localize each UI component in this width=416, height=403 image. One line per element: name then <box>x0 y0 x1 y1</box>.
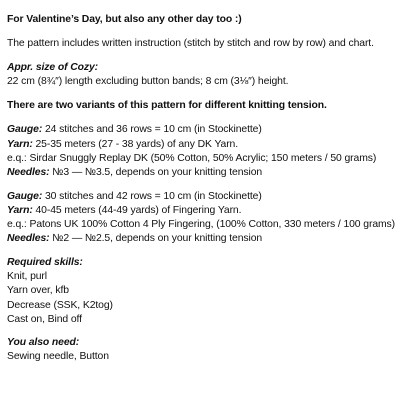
variants-note: There are two variants of this pattern for different knitting tension. <box>7 100 327 112</box>
gauge-label: Gauge: <box>7 190 43 202</box>
yarn-label: Yarn: <box>7 138 33 150</box>
needles-text: №2 — №2.5, depends on your knitting tension <box>49 233 263 245</box>
also-need-text: Sewing needle, Button <box>7 350 109 362</box>
gauge-line <box>7 190 411 204</box>
gauge-text: 24 stitches and 36 rows = 10 cm (in Stockinette) <box>42 124 262 136</box>
yarn-line <box>7 204 411 218</box>
skill-item: Yarn over, kfb <box>7 285 69 297</box>
yarn-line <box>7 138 411 152</box>
gauge-text: 30 stitches and 42 rows = 10 cm (in Stockinette) <box>42 190 262 202</box>
skill-item: Decrease (SSK, K2tog) <box>7 299 113 311</box>
needles-label: Needles: <box>7 233 50 245</box>
intro-text: The pattern includes written instruction (stitch by stitch and row by row) and chart. <box>7 38 374 50</box>
variant-2 <box>7 190 411 246</box>
gauge-label: Gauge: <box>7 124 43 136</box>
yarn-label: Yarn: <box>7 204 33 216</box>
gauge-line <box>7 123 411 137</box>
pattern-description <box>7 13 411 364</box>
also-need-label: You also need: <box>7 336 80 348</box>
needles-line <box>7 232 411 246</box>
skills-label: Required skills: <box>7 257 83 269</box>
skill-item: Knit, purl <box>7 271 48 283</box>
size-text: 22 cm (8¾″) length excluding button bands; 8 cm (3⅛″) height. <box>7 76 289 88</box>
variant-1 <box>7 123 411 179</box>
yarn-example: e.q.: Sirdar Snuggly Replay DK (50% Cotton, 50% Acrylic; 150 meters / 50 grams) <box>7 152 377 164</box>
size-label: Appr. size of Cozy: <box>7 62 99 74</box>
also-need <box>7 336 411 364</box>
required-skills <box>7 256 411 326</box>
heading: For Valentine’s Day, but also any other day too :) <box>7 14 242 25</box>
needles-label: Needles: <box>7 166 50 178</box>
yarn-example: e.q.: Patons UK 100% Cotton 4 Ply Fingering, (100% Cotton, 330 meters / 100 grams) <box>7 219 396 231</box>
yarn-text: 25-35 meters (27 - 38 yards) of any DK Yarn. <box>32 138 239 150</box>
skill-item: Cast on, Bind off <box>7 313 82 325</box>
needles-text: №3 — №3.5, depends on your knitting tension <box>49 166 263 178</box>
yarn-text: 40-45 meters (44-49 yards) of Fingering Yarn. <box>32 204 242 216</box>
needles-line <box>7 166 411 180</box>
